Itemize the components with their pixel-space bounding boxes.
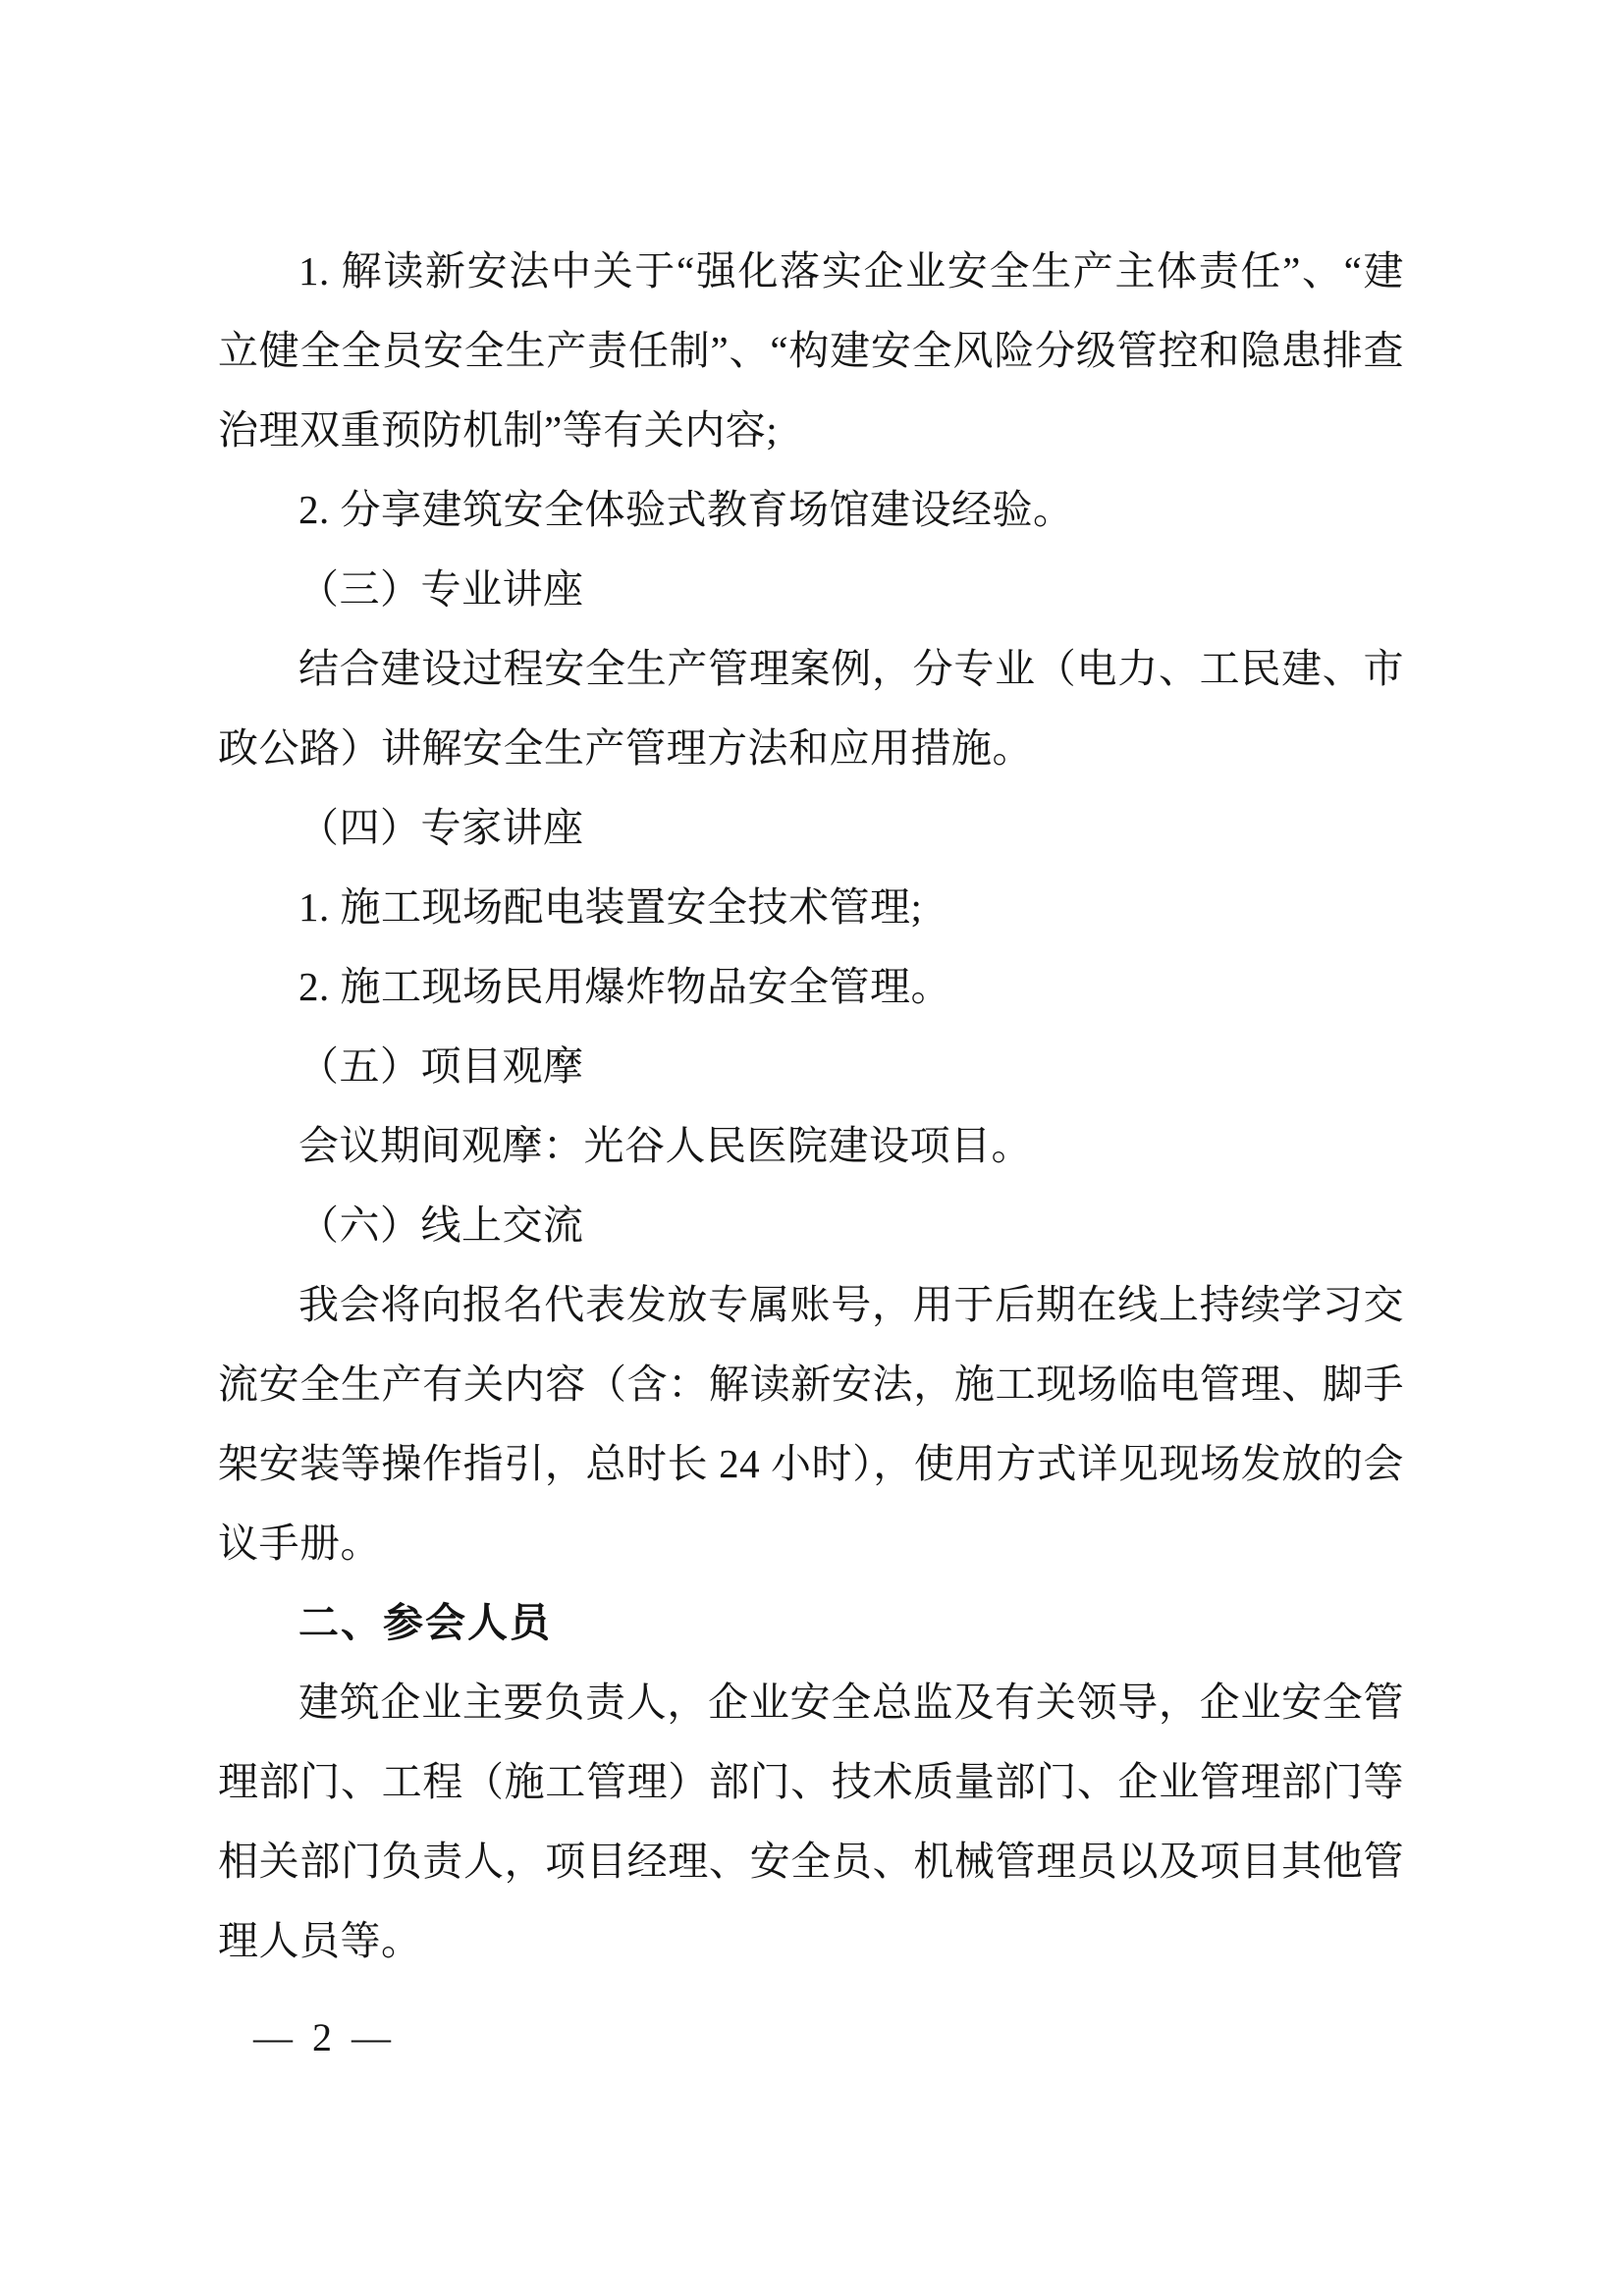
- section-6-para-line-3: 架安装等操作指引，总时长 24 小时），使用方式详见现场发放的会: [218, 1441, 1404, 1486]
- section-3-para-line-1: 结合建设过程安全生产管理案例，分专业（电力、工民建、市: [298, 646, 1404, 691]
- section-4-heading: （四）专家讲座: [298, 805, 584, 850]
- section-6-para-line-2: 流安全生产有关内容（含：解读新安法，施工现场临电管理、脚手: [218, 1362, 1404, 1407]
- chapter-2-para-line-2: 理部门、工程（施工管理）部门、技术质量部门、企业管理部门等: [218, 1759, 1404, 1804]
- document-body: [218, 232, 1404, 1981]
- item-2-line-1: 2. 分享建筑安全体验式教育场馆建设经验。: [298, 487, 1074, 532]
- section-3-heading: （三）专业讲座: [298, 566, 584, 612]
- item-1-line-2: 立健全全员安全生产责任制”、“构建安全风险分级管控和隐患排查: [218, 328, 1404, 373]
- section-6-para-line-1: 我会将向报名代表发放专属账号，用于后期在线上持续学习交: [298, 1282, 1404, 1327]
- item-1-line-3: 治理双重预防机制”等有关内容;: [218, 407, 779, 453]
- item-1-line-1: 1. 解读新安法中关于“强化落实企业安全生产主体责任”、“建: [298, 248, 1404, 294]
- section-6-para-line-4: 议手册。: [218, 1521, 381, 1566]
- chapter-2-para-line-4: 理人员等。: [218, 1918, 422, 1963]
- section-5-para-line-1: 会议期间观摩：光谷人民医院建设项目。: [298, 1123, 1032, 1168]
- section-6-heading: （六）线上交流: [298, 1202, 584, 1248]
- page-number: — 2 —: [253, 2015, 396, 2059]
- section-5-heading: （五）项目观摩: [298, 1043, 584, 1089]
- chapter-2-heading: 二、参会人员: [298, 1600, 552, 1645]
- section-4-item-1: 1. 施工现场配电装置安全技术管理;: [298, 884, 923, 930]
- section-4-item-2: 2. 施工现场民用爆炸物品安全管理。: [298, 964, 951, 1009]
- section-3-para-line-2: 政公路）讲解安全生产管理方法和应用措施。: [218, 725, 1033, 771]
- chapter-2-para-line-1: 建筑企业主要负责人，企业安全总监及有关领导，企业安全管: [298, 1680, 1404, 1725]
- chapter-2-para-line-3: 相关部门负责人，项目经理、安全员、机械管理员以及项目其他管: [218, 1839, 1404, 1884]
